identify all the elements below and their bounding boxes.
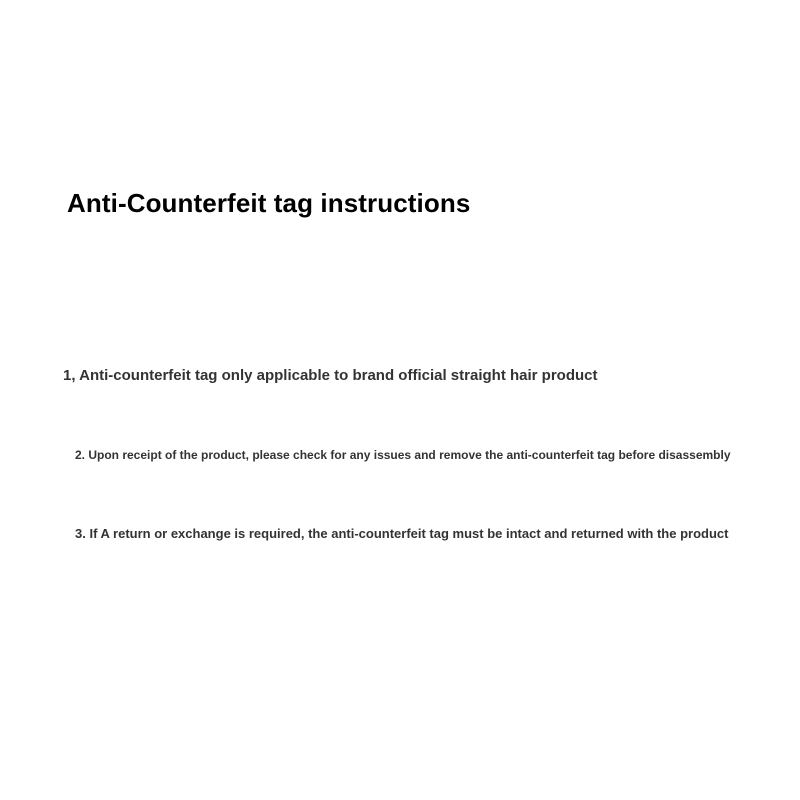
instruction-item-1: 1, Anti-counterfeit tag only applicable to brand official straight hair product [63, 367, 598, 384]
instruction-item-2: 2. Upon receipt of the product, please check for any issues and remove the anti-counterfeit tag before disassembly [75, 448, 731, 462]
page-title: Anti-Counterfeit tag instructions [67, 188, 471, 218]
instruction-item-3: 3. If A return or exchange is required, the anti-counterfeit tag must be intact and returned with the product [75, 526, 729, 541]
